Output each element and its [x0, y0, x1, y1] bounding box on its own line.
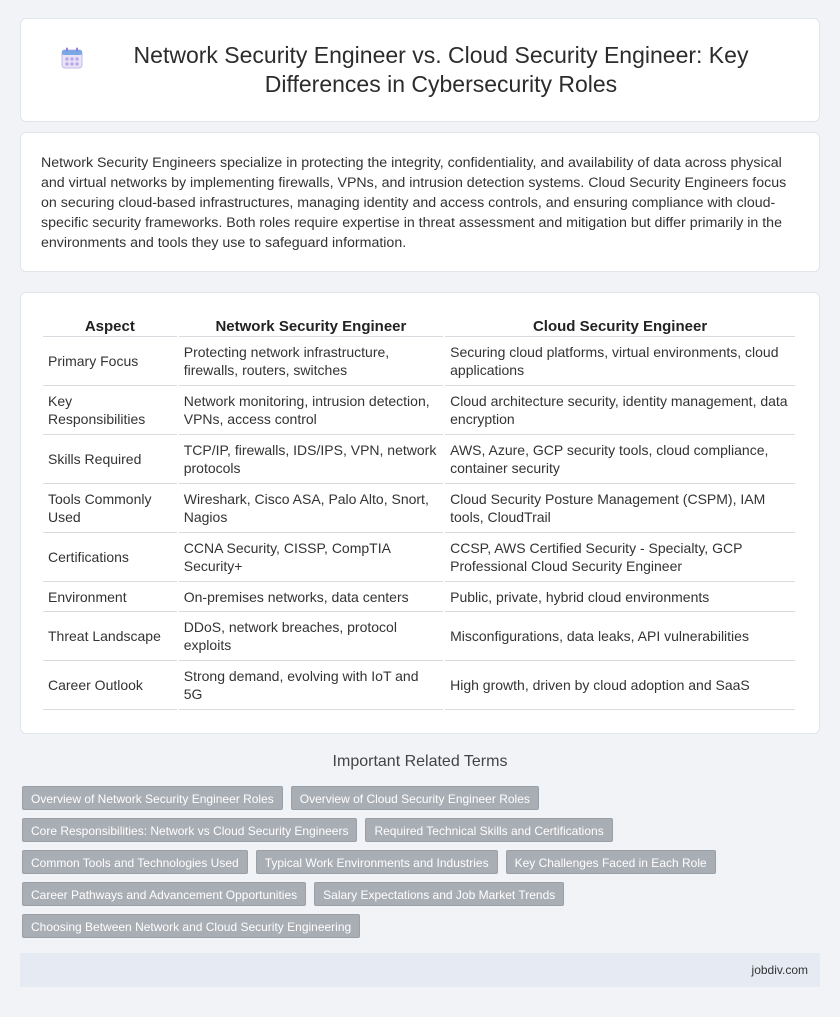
cell-aspect: Primary Focus [43, 337, 177, 386]
related-terms-title: Important Related Terms [332, 753, 508, 770]
comparison-table [41, 315, 797, 710]
cell-aspect: Threat Landscape [43, 612, 177, 661]
term-tag[interactable]: Core Responsibilities: Network vs Cloud Security Engineers [22, 818, 357, 842]
cell-aspect: Certifications [43, 533, 177, 582]
cell-aspect: Skills Required [43, 435, 177, 484]
term-row [22, 882, 822, 906]
cell-aspect: Tools Commonly Used [43, 484, 177, 533]
table-row [43, 582, 795, 612]
footer [20, 953, 820, 987]
cell-network: On-premises networks, data centers [179, 582, 443, 612]
intro-card [20, 132, 820, 272]
table-row [43, 386, 795, 435]
comparison-table-card [20, 292, 820, 734]
related-terms [22, 786, 822, 946]
cell-cloud: Misconfigurations, data leaks, API vulnerabilities [445, 612, 795, 661]
cell-network: Protecting network infrastructure, firewalls, routers, switches [179, 337, 443, 386]
term-tag[interactable]: Overview of Network Security Engineer Roles [22, 786, 283, 810]
cell-cloud: AWS, Azure, GCP security tools, cloud compliance, container security [445, 435, 795, 484]
term-tag[interactable]: Overview of Cloud Security Engineer Roles [291, 786, 539, 810]
term-tag[interactable]: Career Pathways and Advancement Opportunities [22, 882, 306, 906]
footer-site-link[interactable]: jobdiv.com [751, 963, 808, 977]
cell-aspect: Environment [43, 582, 177, 612]
cell-network: Network monitoring, intrusion detection, VPNs, access control [179, 386, 443, 435]
term-tag[interactable]: Typical Work Environments and Industries [256, 850, 498, 874]
term-row [22, 914, 822, 938]
cell-network: Wireshark, Cisco ASA, Palo Alto, Snort, Nagios [179, 484, 443, 533]
cell-network: DDoS, network breaches, protocol exploits [179, 612, 443, 661]
header-aspect: Aspect [43, 315, 177, 337]
cell-cloud: Cloud architecture security, identity management, data encryption [445, 386, 795, 435]
table-header-row [43, 315, 795, 337]
cell-cloud: CCSP, AWS Certified Security - Specialty, GCP Professional Cloud Security Engineer [445, 533, 795, 582]
cell-aspect: Career Outlook [43, 661, 177, 710]
term-row [22, 850, 822, 874]
cell-network: CCNA Security, CISSP, CompTIA Security+ [179, 533, 443, 582]
term-tag[interactable]: Common Tools and Technologies Used [22, 850, 248, 874]
table-row [43, 435, 795, 484]
header-network: Network Security Engineer [179, 315, 443, 337]
header-cloud: Cloud Security Engineer [445, 315, 795, 337]
term-tag[interactable]: Required Technical Skills and Certifications [365, 818, 612, 842]
cell-aspect: Key Responsibilities [43, 386, 177, 435]
term-row [22, 786, 822, 810]
table-row [43, 484, 795, 533]
cell-cloud: Securing cloud platforms, virtual environments, cloud applications [445, 337, 795, 386]
table-row [43, 661, 795, 710]
table-row [43, 533, 795, 582]
cell-cloud: High growth, driven by cloud adoption and SaaS [445, 661, 795, 710]
header-card [20, 18, 820, 122]
table-row [43, 612, 795, 661]
cell-network: Strong demand, evolving with IoT and 5G [179, 661, 443, 710]
intro-paragraph: Network Security Engineers specialize in protecting the integrity, confidentiality, and availability of data across physical and virtual networks by implementing firewalls, VPNs, and intrusion detection systems. Cloud Security Engineers focus on securing cloud-based infrastructures, managing identity and access controls, and ensuring compliance with cloud-specific security frameworks. Both roles require expertise in threat assessment and mitigation but differ primarily in the environments and tools they use to safeguard information. [41, 155, 787, 251]
term-tag[interactable]: Choosing Between Network and Cloud Security Engineering [22, 914, 360, 938]
term-tag[interactable]: Salary Expectations and Job Market Trends [314, 882, 564, 906]
cell-network: TCP/IP, firewalls, IDS/IPS, VPN, network protocols [179, 435, 443, 484]
page-title: Network Security Engineer vs. Cloud Security Engineer: Key Differences in Cybersecurity Roles [133, 42, 749, 97]
table-row [43, 337, 795, 386]
calendar-icon [61, 47, 83, 69]
term-row [22, 818, 822, 842]
cell-cloud: Cloud Security Posture Management (CSPM), IAM tools, CloudTrail [445, 484, 795, 533]
term-tag[interactable]: Key Challenges Faced in Each Role [506, 850, 716, 874]
cell-cloud: Public, private, hybrid cloud environments [445, 582, 795, 612]
